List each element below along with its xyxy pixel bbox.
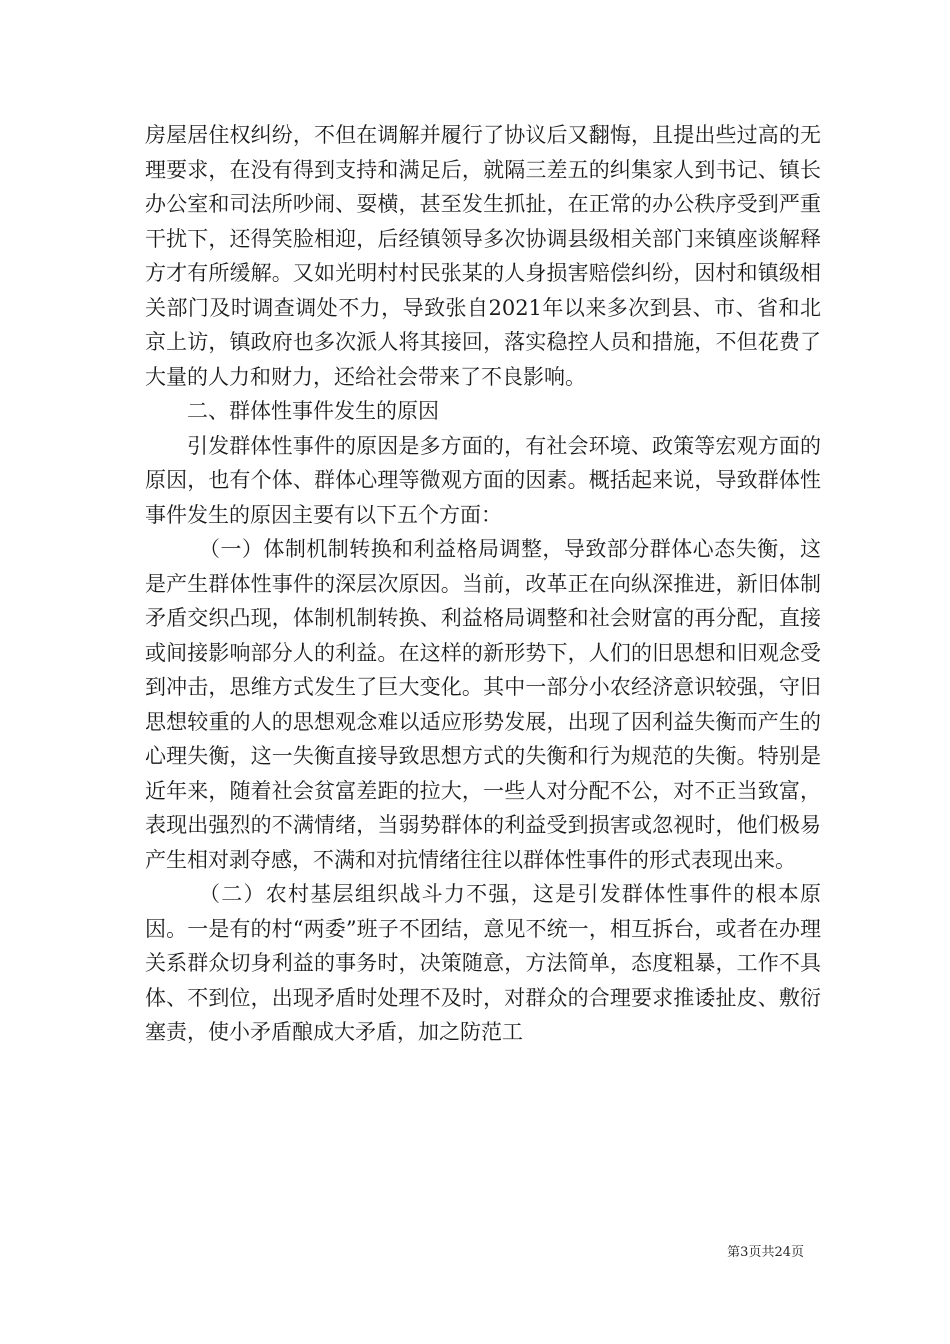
page-number: 第3页共24页: [727, 1245, 804, 1260]
document-body: [145, 118, 821, 1050]
section-heading-causes: 二、群体性事件发生的原因: [187, 399, 439, 423]
paragraph-continued: 房屋居住权纠纷，不但在调解并履行了协议后又翻悔，且提出些过高的无理要求，在没有得到支持和满足后，就隔三差五的纠集家人到书记、镇长办公室和司法所吵闹、耍横，甚至发生抓扯，在正常的办公秩序受到严重干扰下，还得笑脸相迎，后经镇领导多次协调县级相关部门来镇座谈解释方才有所缓解。又如光明村村民张某的人身损害赔偿纠纷，因村和镇级相关部门及时调查调处不力，导致张自2021年以来多次到县、市、省和北京上访，镇政府也多次派人将其接回，落实稳控人员和措施，不但花费了大量的人力和财力，还给社会带来了不良影响。: [145, 123, 821, 389]
paragraph-causes-intro: 引发群体性事件的原因是多方面的，有社会环境、政策等宏观方面的原因，也有个体、群体心理等微观方面的因素。概括起来说，导致群体性事件发生的原因主要有以下五个方面：: [145, 433, 821, 527]
paragraph-cause-two: （二）农村基层组织战斗力不强，这是引发群体性事件的根本原因。一是有的村“两委”班子不团结，意见不统一，相互拆台，或者在办理关系群众切身利益的事务时，决策随意，方法简单，态度粗暴，工作不具体、不到位，出现矛盾时处理不及时，对群众的合理要求推诿扯皮、敷衍塞责，使小矛盾酿成大矛盾，加之防范工: [145, 882, 821, 1044]
paragraph-cause-one: （一）体制机制转换和利益格局调整，导致部分群体心态失衡，这是产生群体性事件的深层次原因。当前，改革正在向纵深推进，新旧体制矛盾交织凸现，体制机制转换、利益格局调整和社会财富的再分配，直接或间接影响部分人的利益。在这样的新形势下，人们的旧思想和旧观念受到冲击，思维方式发生了巨大变化。其中一部分小农经济意识较强，守旧思想较重的人的思想观念难以适应形势发展，出现了因利益失衡而产生的心理失衡，这一失衡直接导致思想方式的失衡和行为规范的失衡。特别是近年来，随着社会贫富差距的拉大，一些人对分配不公，对不正当致富，表现出强烈的不满情绪，当弱势群体的利益受到损害或忽视时，他们极易产生相对剥夺感，不满和对抗情绪往往以群体性事件的形式表现出来。: [145, 537, 821, 872]
